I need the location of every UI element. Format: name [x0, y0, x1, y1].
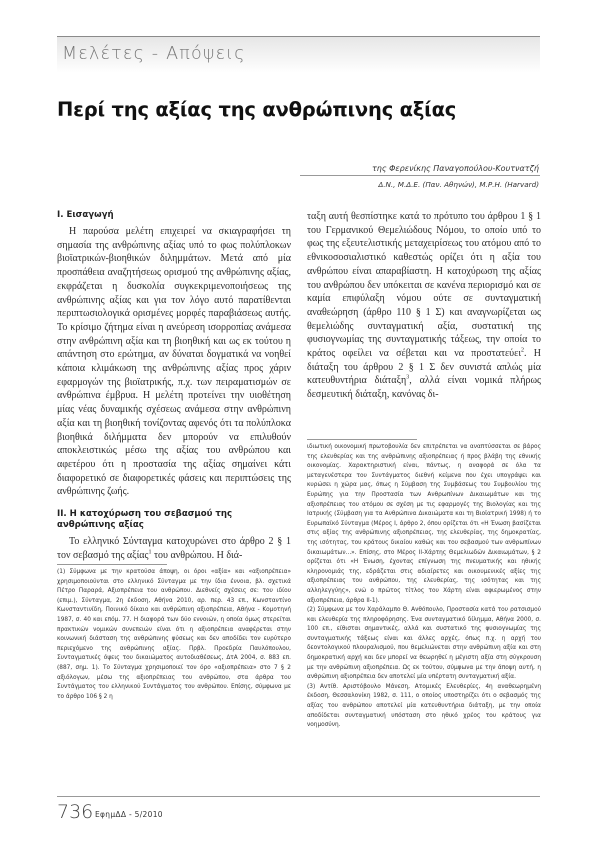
author-divider: [300, 175, 540, 176]
footnotes-right: [307, 443, 541, 731]
author-name: της Φερενίκης Παναγοπούλου-Κουτνατζή: [371, 164, 539, 173]
body-paragraph: [307, 210, 541, 402]
footnotes-left: [57, 568, 291, 702]
body-paragraph: Η παρούσα μελέτη επιχειρεί να σκιαγραφήσει τη σημασία της ανθρώπινης αξίας υπό το φως πολύπλοκων βιοϊατρικών-βιοηθικών διλημμάτων. Μετά από μία προσπάθεια αναζητήσεως ορισμού της ανθρώπινης αξίας, εκφράζεται η δυσκολία συγκεκριμενοποιήσεως της ανθρώπινης αξίας και για τον λόγο αυτό παρατίθενται περιπτωσιολογικά ορισμένες μορφές παραβιάσεως αυτής. Το κρίσιμο ζήτημα είναι η ανεύρεση ισορροπίας ανάμεσα στην ανθρώπινη αξία και τη βιοηθική και ως εκ τούτου η απάντηση στο ερώτημα, αν δύναται δογματικά να νοηθεί κάποια κλιμάκωση της ανθρώπινης αξίας προς χάριν εφαρμογών της βιοϊατρικής, π.χ. των πειραματισμών σε ανθρώπινα έμβρυα. Η μελέτη προτείνει την υιοθέτηση μίας νέας δυναμικής σχέσεως ανάμεσα στην ανθρώπινη αξία και τη βιοηθική τονίζοντας αφενός ότι τα πολύπλοκα βιοηθικά διλήμματα δεν μπορούν να επιλυθούν αποκλειστικώς μέσω της αξίας του ανθρώπου και αφετέρου ότι η προστασία της αξίας σημαίνει κάτι διαφορετικό σε διαφορετικές φάσεις και περιπτώσεις της ανθρώπινης ζωής.: [57, 226, 291, 498]
footnote-item: (1) Σύμφωνα με την κρατούσα άποψη, οι όροι «αξία» και «αξιοπρέπεια» χρησιμοποιούνται στο ελληνικό Σύνταγμα με την ίδια έννοια, βλ. σχετικά Πέτρο Παραρά, Αξιοπρέπεια του ανθρώπου. Διεθνείς σχέσεις σε: του ιδίου (επιμ.), Σύνταγμα, 2η έκδοση, Αθήνα 2010, αρ. περ. 43 επ., Κωνσταντίνο Κωνσταντινίδη, Ποινικό δίκαιο και ανθρώπινη αξιοπρέπεια, Αθήνα - Κομοτηνή 1987, σ. 40 και επόμ. 77. Η διαφορά των δύο εννοιών, η οποία όμως στερείται πρακτικών νομικών συνεπειών είναι ότι η αξιοπρέπεια αναφέρεται στην κοινωνική διάσταση της ανθρώπινης φύσεως και δεν αποδίδει τον ευρύτερο περιεχόμενο της ανθρώπινης αξίας. Πρβλ. Προεδρία Παυλόπουλου, Συνταγματικές όψεις του δικαιώματος αυτοδιαθέσεως, ΔτΑ 2004, σ. 883 επ. (887, σημ. 1). Το Σύνταγμα χρησιμοποιεί τον όρο «αξιοπρέπεια» στο 7 § 2 αξιόλογων, μέσω της αξιοπρέπειας του ανθρώπου, στα άρθρα του Συντάγματος του ελληνικού Συντάγματος του ανθρώπου. Επίσης, σύμφωνα με το άρθρο 106 § 2 η: [57, 569, 291, 700]
paragraph-text: του ανθρώπου. Η διά-: [151, 549, 243, 561]
author-credentials: Δ.Ν., Μ.Δ.Ε. (Παν. Αθηνών), Μ.Ρ.Η. (Harvard): [378, 180, 539, 189]
section-heading-protection: ΙΙ. Η κατοχύρωση του σεβασμού της ανθρώπινης αξίας: [57, 509, 233, 531]
paragraph-text: ταξη αυτή θεσπίστηκε κατά το πρότυπο του άρθρου 1 § 1 του Γερμανικού Θεμελιώδους Νόμου, το οποίο υπό το φως της εξευτελιστικής μεταχειρίσεως του ατόμου από το εθνικοσοσιαλιστικό καθεστώς ορίζει ότι η αξία του ανθρώπου είναι απαραβίαστη. Η κατοχύρωση της αξίας του ανθρώπου δεν υπόκειται σε κανένα περιορισμό και σε καμία επιφύλαξη νόμου ούτε σε συνταγματική αναθεώρηση (άρθρο 110 § 1 Σ) και αναγνωρίζεται ως θεμελιώδης συνταγματική αξία, συστατική της φυσιογνωμίας της συνταγματικής τάξεως, την οποία το κράτος οφείλει να σέβεται και να προστατεύει: [307, 211, 541, 360]
article-title: Περί της αξίας της ανθρώπινης αξίας: [57, 98, 457, 121]
footnote-reference[interactable]: 3: [406, 375, 410, 382]
body-column-right: [307, 210, 541, 402]
footnote-divider-right: [307, 439, 417, 440]
footnote-reference[interactable]: 2: [521, 347, 525, 354]
journal-issue: ΕφημΔΔ - 5/2010: [95, 810, 163, 819]
footer-divider: [57, 796, 540, 797]
section-title: Μελέτες - Απόψεις: [62, 44, 246, 64]
footnote-divider-left: [57, 564, 167, 565]
paragraph-text: , αλλά είναι νομικά πλήρως δεσμευτική διάταξη, κανόνας δι-: [307, 375, 541, 401]
footnote-item: ιδιωτική οικονομική πρωτοβουλία δεν επιτρέπεται να αναπτύσσεται σε βάρος της ελευθερίας και της ανθρώπινης αξιοπρέπειας ή προς βλάβη της εθνικής οικονομίας. Χαρακτηριστική είναι, πάντως, η αναφορά σε όλα τα μεταγενέστερα του Συντάγματος διεθνή κείμενα που έχει υπογράψει και κυρώσει η χώρα μας, όπως η Σύμβαση της Συμβάσεως του Συμβουλίου της Ευρώπης για την Προστασία των Ανθρωπίνων Δικαιωμάτων και της αξιοπρέπειας του ατόμου σε σχέση με τις εφαρμογές της Βιολογίας και της Ιατρικής (Σύμβαση για τα Ανθρώπινα Δικαιώματα και τη Βιοϊατρική 1998) ή το Ευρωπαϊκό Σύνταγμα (Μέρος Ι, άρθρο 2, όπου ορίζεται ότι «Η Ένωση βασίζεται στις αξίας της ανθρώπινης αξιοπρέπειας, της ελευθερίας, της δημοκρατίας, της ισότητας, του κράτους δικαίου καθώς και του σεβασμού των ανθρωπίνων δικαιωμάτων...». Επίσης, στο Μέρος ΙΙ-Χάρτης Θεμελιωδών Δικαιωμάτων, § 2 ορίζεται ότι «Η Ένωση, έχοντας επίγνωση της πνευματικής και ηθικής κληρονομιάς της, εδράζεται στις αδιαίρετες και οικουμενικές αξίες της αξιοπρέπειας του ανθρώπου, της ελευθερίας, της ισότητας και της αλληλεγγύης», ενώ ο πρώτος τίτλος του Χάρτη είναι αφιερωμένος στην αξιοπρέπεια, άρθρα ΙΙ-1).: [307, 444, 541, 604]
page-number: 736: [57, 801, 94, 823]
footnote-item: (3) Αντίθ. Αριστόβουλο Μάνεση, Ατομικές Ελευθερίες, 4η αναθεωρημένη έκδοση, Θεσσαλονίκη 1982, σ. 111, ο οποίος υποστηρίζει ότι ο σεβασμός της αξίας του ανθρώπου αποτελεί μία κατευθυντήρια διάταξη, με την οποία αποδίδεται συνταγματική υπόσταση στο ηθικό χρέος του κράτους για νοημοσύνη.: [307, 683, 541, 729]
body-paragraph: [57, 535, 291, 562]
section-heading-introduction: Ι. Εισαγωγή: [57, 210, 114, 220]
footnote-item: (2) Σύμφωνα με τον Χαράλαμπο Θ. Ανθόπουλο, Προστασία κατά του ρατσισμού και ελευθερία της πληροφόρησης. Ένα συνταγματικό δίλημμα, Αθήνα 2000, σ. 100 επ., είθισται σημαντικές, αλλά και συστατικό της φυσιογνωμίας της συνταγματικής τάξεως είναι και άλλες αρχές, όπως π.χ. η αρχή του δεοντολογικού πλουραλισμού, που θεμελιώνεται στην ανθρώπινη αξία και στη δημοκρατική αρχή και δεν μπορεί να θεωρηθεί η μέγιστη αξία στη σύγκρουση με την ανθρώπινη αξιοπρέπεια. Ως εκ τούτου, σύμφωνα με την άποψη αυτή, η ανθρώπινη αξιοπρέπεια δεν αποτελεί μία υπέρτατη συνταγματική αξία.: [307, 607, 541, 681]
paragraph-text: Το ελληνικό Σύνταγμα κατοχυρώνει στο άρθρο 2 § 1 τον σεβασμό της αξίας: [57, 536, 291, 561]
body-column-left: [57, 210, 291, 562]
footnote-reference[interactable]: 1: [148, 549, 152, 556]
paragraph-text: . Η διάταξη του άρθρου 2 § 1 Σ δεν συνιστά απλώς μία κατευθυντήρια διάταξη: [307, 348, 541, 387]
